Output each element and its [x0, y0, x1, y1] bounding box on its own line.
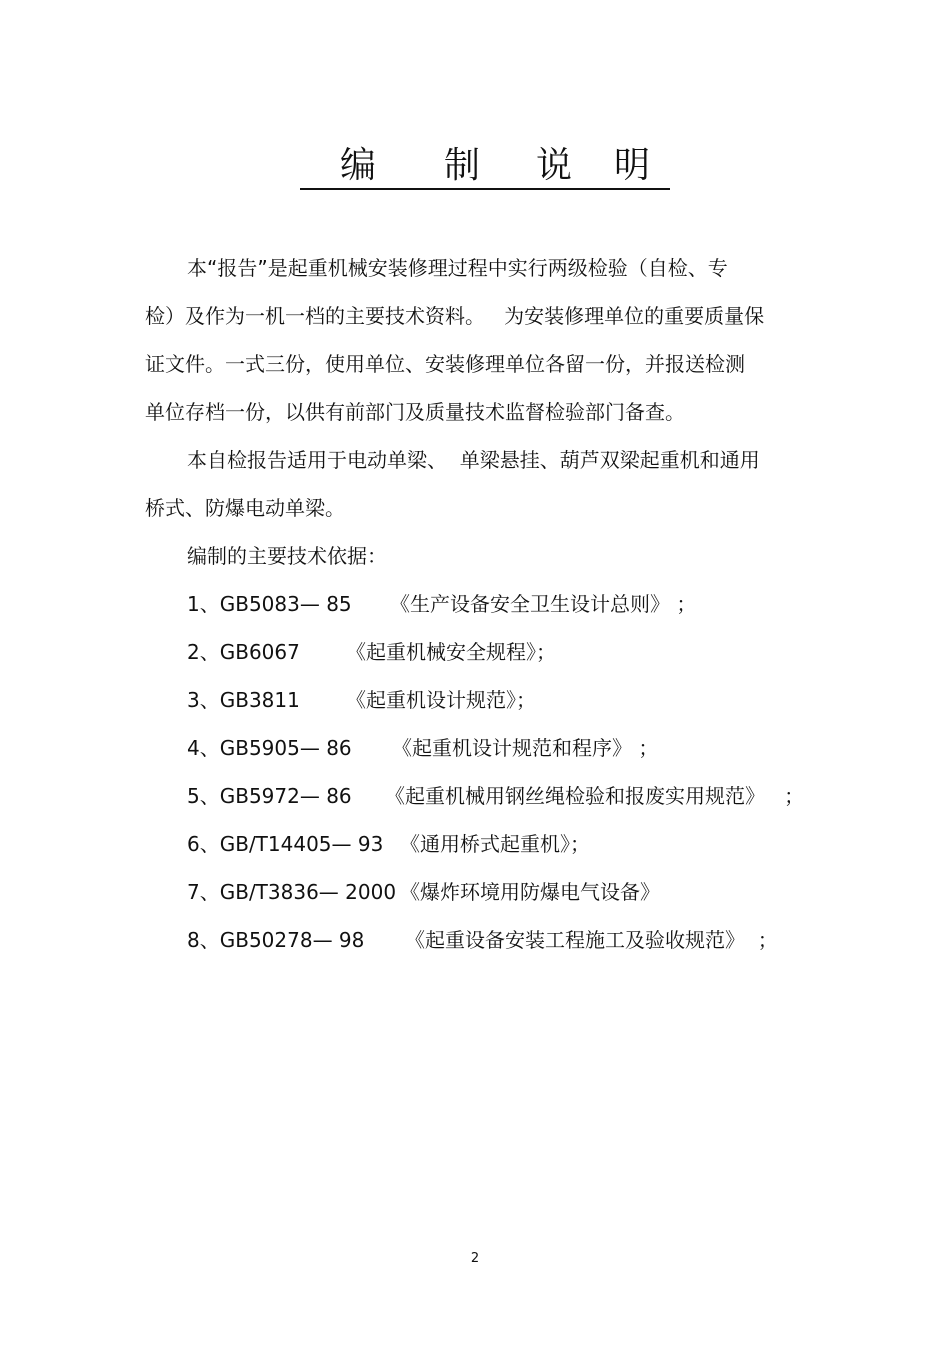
paragraph-1-line-3: 证文件。一式三份，使用单位、安装修理单位各留一份，并报送检测 — [145, 352, 745, 376]
reference-name: 《起重机设计规范和程序》 ； — [392, 736, 659, 760]
reference-name: 《通用桥式起重机》； — [400, 832, 590, 856]
paragraph-1-line-1: 本“报告”是起重机械安装修理过程中实行两级检验（自检、专 — [187, 256, 728, 280]
reference-code: 1、GB5083— 85 — [187, 592, 352, 616]
reference-name: 《生产设备安全卫生设计总则》 ； — [390, 592, 697, 616]
reference-name: 《起重机设计规范》； — [346, 688, 536, 712]
title-char-3: 说 — [536, 145, 573, 186]
page-title — [300, 144, 670, 190]
reference-code: 4、GB5905— 86 — [187, 736, 352, 760]
reference-code: 5、GB5972— 86 — [187, 784, 352, 808]
paragraph-2-line-1: 本自检报告适用于电动单梁、 单梁悬挂、葫芦双梁起重机和通用 — [187, 448, 760, 472]
reference-code: 2、GB6067 — [187, 640, 300, 664]
reference-name: 《起重机械用钢丝绳检验和报废实用规范》 ； — [385, 784, 805, 808]
reference-name: 《起重设备安装工程施工及验收规范》 ； — [405, 928, 778, 952]
reference-code: 6、GB/T14405— 93 — [187, 832, 384, 856]
references-heading: 编制的主要技术依据： — [187, 544, 387, 568]
title-char-2: 制 — [444, 145, 481, 186]
title-char-1: 编 — [340, 145, 377, 186]
paragraph-1-line-2: 检）及作为一机一档的主要技术资料。 为安装修理单位的重要质量保 — [145, 304, 765, 328]
paragraph-2-line-2: 桥式、防爆电动单梁。 — [145, 496, 345, 520]
title-char-4: 明 — [614, 145, 651, 186]
reference-code: 3、GB3811 — [187, 688, 300, 712]
page-number: 2 — [470, 1251, 480, 1266]
paragraph-1-line-4: 单位存档一份，以供有前部门及质量技术监督检验部门备查。 — [145, 400, 685, 424]
reference-name: 《爆炸环境用防爆电气设备》 — [400, 880, 660, 904]
reference-code: 8、GB50278— 98 — [187, 928, 365, 952]
reference-name: 《起重机械安全规程》； — [346, 640, 556, 664]
reference-code: 7、GB/T3836— 2000 — [187, 880, 397, 904]
